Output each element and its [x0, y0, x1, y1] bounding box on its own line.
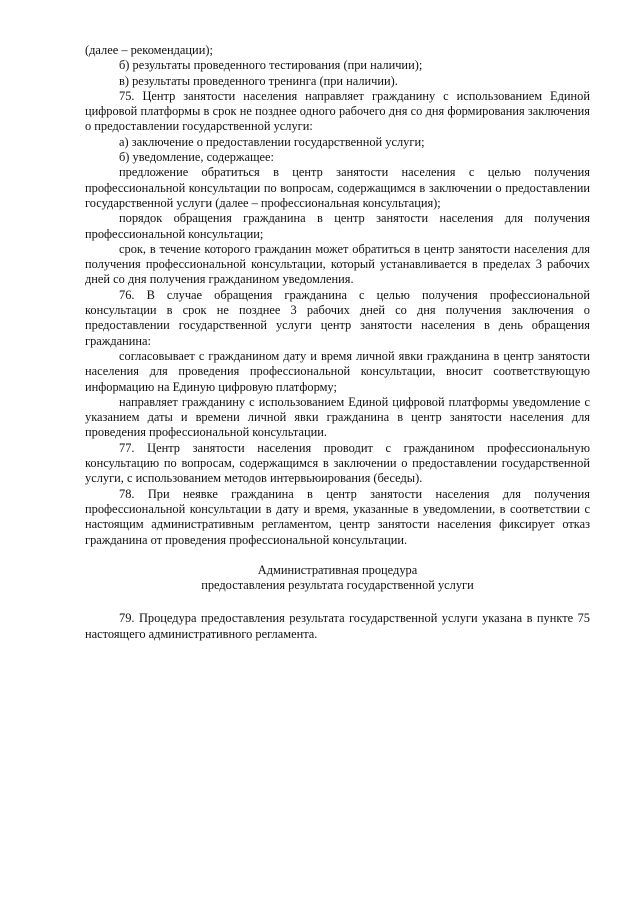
paragraph: 75. Центр занятости населения направляет гражданину с использованием Единой цифровой платформы в срок не позднее одного рабочего дня со дня формирования заключения о предоставлении государственной услуги: — [85, 88, 590, 134]
paragraph: б) уведомление, содержащее: — [119, 150, 274, 165]
paragraph: согласовывает с гражданином дату и время личной явки гражданина в центр занятости населения для проведения профессиональной консультации, вносит соответствующую информацию на Единую цифровую платформу; — [85, 348, 590, 394]
paragraph: (далее – рекомендации); — [85, 43, 213, 57]
paragraph: 77. Центр занятости населения проводит с гражданином профессиональную консультацию по вопросам, содержащимся в заключении о предоставлении государственной услуги, с использованием методов интервьюирования (беседы). — [85, 440, 590, 486]
paragraph: в) результаты проведенного тренинга (при наличии). — [119, 73, 398, 88]
section-spacer — [85, 593, 590, 611]
section-heading-line-2: предоставления результата государственной услуги — [201, 578, 474, 593]
paragraph: направляет гражданину с использованием Единой цифровой платформы уведомление с указанием даты и времени личной явки гражданина в центр занятости населения для проведения профессиональной консультации. — [85, 394, 590, 440]
paragraph: б) результаты проведенного тестирования (при наличии); — [119, 58, 423, 73]
paragraph: а) заключение о предоставлении государственной услуги; — [119, 134, 425, 149]
paragraph: 76. В случае обращения гражданина с целью получения профессиональной консультации в срок не позднее 3 рабочих дней со дня получения заключения о предоставлении государственной услуги центр занятости населения в день обращения гражданина: — [85, 287, 590, 348]
paragraph: 78. При неявке гражданина в центр занятости населения для получения профессиональной консультации в дату и время, указанные в уведомлении, в соответствии с настоящим административным регламентом, центр занятости населения фиксирует отказ гражданина от проведения профессиональной консультации. — [85, 486, 590, 547]
paragraph: 79. Процедура предоставления результата государственной услуги указана в пункте 75 настоящего административного регламента. — [85, 611, 590, 641]
section-heading-line-1: Административная процедура — [257, 562, 418, 577]
paragraph: срок, в течение которого гражданин может обратиться в центр занятости населения для получения профессиональной консультации, который устанавливается в пределах 3 рабочих дней со дня получения гражданином уведомления. — [85, 241, 590, 287]
paragraph: порядок обращения гражданина в центр занятости населения для получения профессиональной консультации; — [85, 211, 590, 241]
document-body — [85, 43, 590, 642]
paragraph: предложение обратиться в центр занятости населения с целью получения профессиональной консультации по вопросам, содержащимся в заключении о предоставлении государственной услуги (далее – профессиональная консультация); — [85, 165, 590, 210]
